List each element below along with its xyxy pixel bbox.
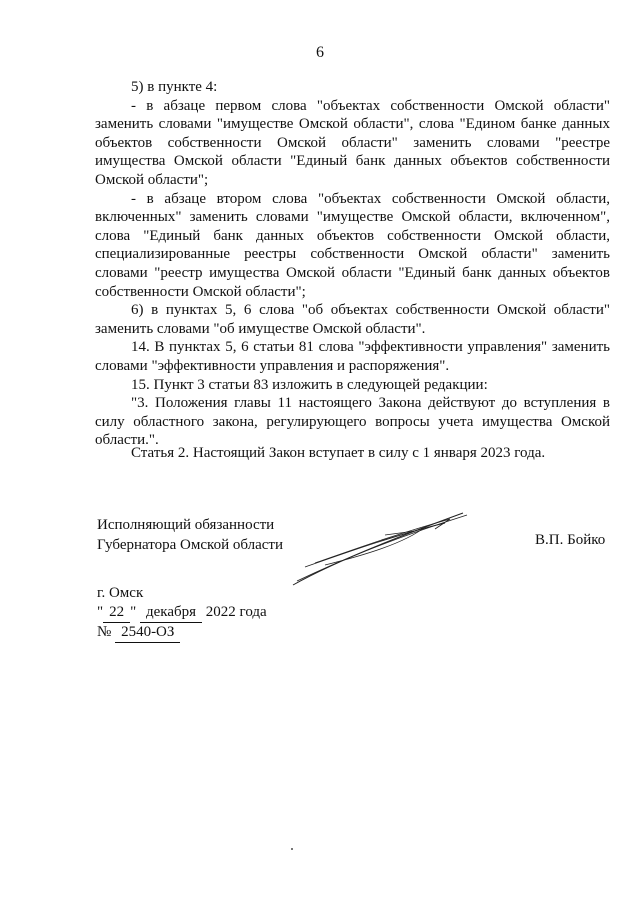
paragraph: 5) в пункте 4: — [131, 79, 218, 95]
document-footer — [97, 584, 267, 643]
signatory-name: В.П. Бойко — [535, 532, 606, 548]
city: г. Омск — [97, 585, 144, 601]
signatory-title-line-1: Исполняющий обязанности — [97, 517, 275, 533]
paragraph: "3. Положения главы 11 настоящего Закона действуют до вступления в силу областного закона, регулирующего вопросы учета имущества Омской области.". — [95, 395, 610, 449]
law-number: 2540-ОЗ — [115, 623, 180, 643]
signatory-title-line-2: Губернатора Омской области — [97, 537, 283, 553]
paragraph: - в абзаце втором слова "объектах собственности Омской области, включенных" заменить словами "имуществе Омской области, включенном", слова "Единый банк данных объектов собственности Омской области, специализированные реестры собственности Омской области" заменить словами "реестр имущества Омской области "Единый банк данных объектов собственности Омской области"; — [95, 190, 610, 300]
paragraph: 14. В пунктах 5, 6 статьи 81 слова "эффективности управления" заменить словами "эффективности управления и распоряжения". — [95, 339, 610, 374]
paragraph: - в абзаце первом слова "объектах собственности Омской области" заменить словами "имуществе Омской области", слова "Едином банке данных объектов собственности Омской области" заменить словами "реестре имущества Омской области "Единый банк данных объектов собственности Омской области"; — [95, 97, 610, 188]
quote-open: " — [97, 604, 104, 620]
paragraph: 15. Пункт 3 статьи 83 изложить в следующей редакции: — [131, 376, 488, 393]
page-number: 6 — [316, 44, 324, 61]
date-line — [97, 603, 267, 623]
date-day: 22 — [103, 603, 130, 623]
scan-mark — [291, 848, 293, 850]
paragraph: 6) в пунктах 5, 6 слова "об объектах собственности Омской области" заменить словами "об имуществе Омской области". — [95, 302, 610, 337]
number-prefix: № — [97, 624, 112, 640]
number-line — [97, 623, 267, 643]
article-2: Статья 2. Настоящий Закон вступает в силу с 1 января 2023 года. — [131, 445, 546, 461]
handwritten-signature — [285, 505, 470, 590]
date-month: декабря — [140, 603, 202, 623]
date-year: 2022 года — [205, 604, 267, 620]
signatory-title — [97, 515, 283, 555]
document-body — [95, 78, 610, 450]
quote-close: " — [130, 604, 137, 620]
